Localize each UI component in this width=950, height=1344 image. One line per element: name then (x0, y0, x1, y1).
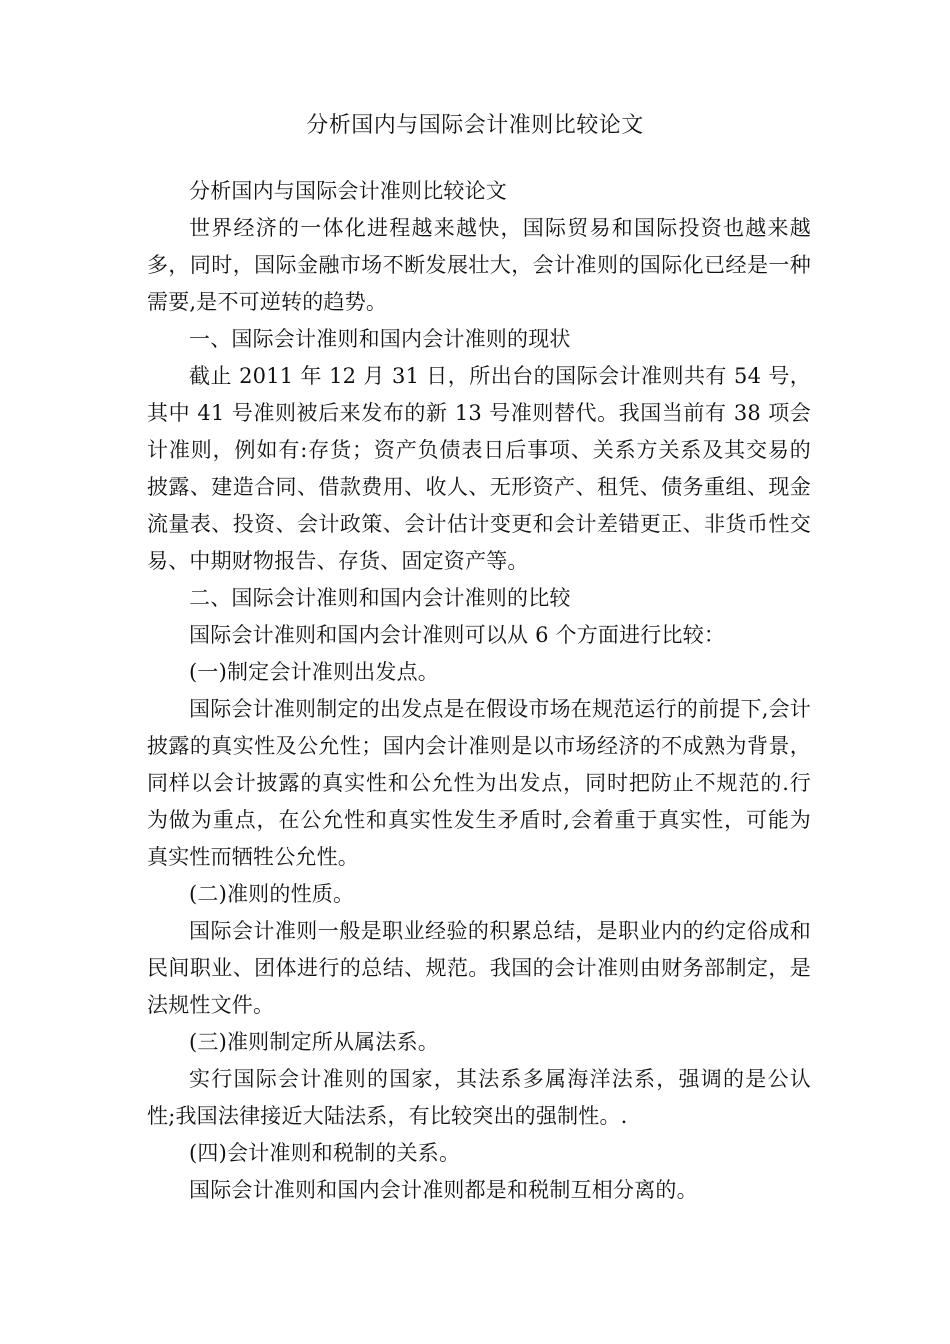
paragraph-status: 截止 2011 年 12 月 31 日，所出台的国际会计准则共有 54 号，其中 41 号准则被后来发布的新 13 号准则替代。我国当前有 38 项会计准则，例如有:存货；资产负债表日后事项、关系方关系及其交易的披露、建造合同、借款费用、收人、无形资产、租凭、债务重组、现金流量表、投资、会计政策、会计估计变更和会计差错更正、非货币性交易、中期财物报告、存货、固定资产等。 (147, 364, 811, 573)
subheading-2: (二)准则的性质。 (189, 882, 355, 906)
subheading-3: (三)准则制定所从属法系。 (189, 1030, 439, 1054)
subheading-4: (四)会计准则和税制的关系。 (189, 1141, 461, 1165)
paragraph-legal-system: 实行国际会计准则的国家，其法系多属海洋法系，强调的是公认性;我国法律接近大陆法系，有比较突出的强制性。. (147, 1067, 811, 1128)
paragraph-subtitle: 分析国内与国际会计准则比较论文 (189, 179, 507, 203)
paragraph-nature: 国际会计准则一般是职业经验的积累总结，是职业内的约定俗成和民间职业、团体进行的总结、规范。我国的会计准则由财务部制定，是法规性文件。 (147, 919, 811, 1017)
document-body (147, 173, 811, 1209)
section-heading-1: 一、国际会计准则和国内会计准则的现状 (189, 327, 571, 351)
paragraph-starting-point: 国际会计准则制定的出发点是在假设市场在规范运行的前提下,会计披露的真实性及公允性；国内会计准则是以市场经济的不成熟为背景，同样以会计披露的真实性和公允性为出发点，同时把防止不规范的.行为做为重点，在公允性和真实性发生矛盾时,会着重于真实性，可能为真实性而牺牲公允性。 (147, 697, 811, 869)
paragraph-comparison-intro: 国际会计准则和国内会计准则可以从 6 个方面进行比较： (189, 623, 726, 647)
paragraph-tax-relation: 国际会计准则和国内会计准则都是和税制互相分离的。 (189, 1178, 698, 1202)
section-heading-2: 二、国际会计准则和国内会计准则的比较 (189, 586, 571, 610)
subheading-1: (一)制定会计准则出发点。 (189, 660, 439, 684)
paragraph-intro: 世界经济的一体化进程越来越快，国际贸易和国际投资也越来越多，同时，国际金融市场不断发展壮大，会计准则的国际化已经是一种需要,是不可逆转的趋势。 (147, 216, 811, 314)
document-title: 分析国内与国际会计准则比较论文 (306, 113, 644, 138)
